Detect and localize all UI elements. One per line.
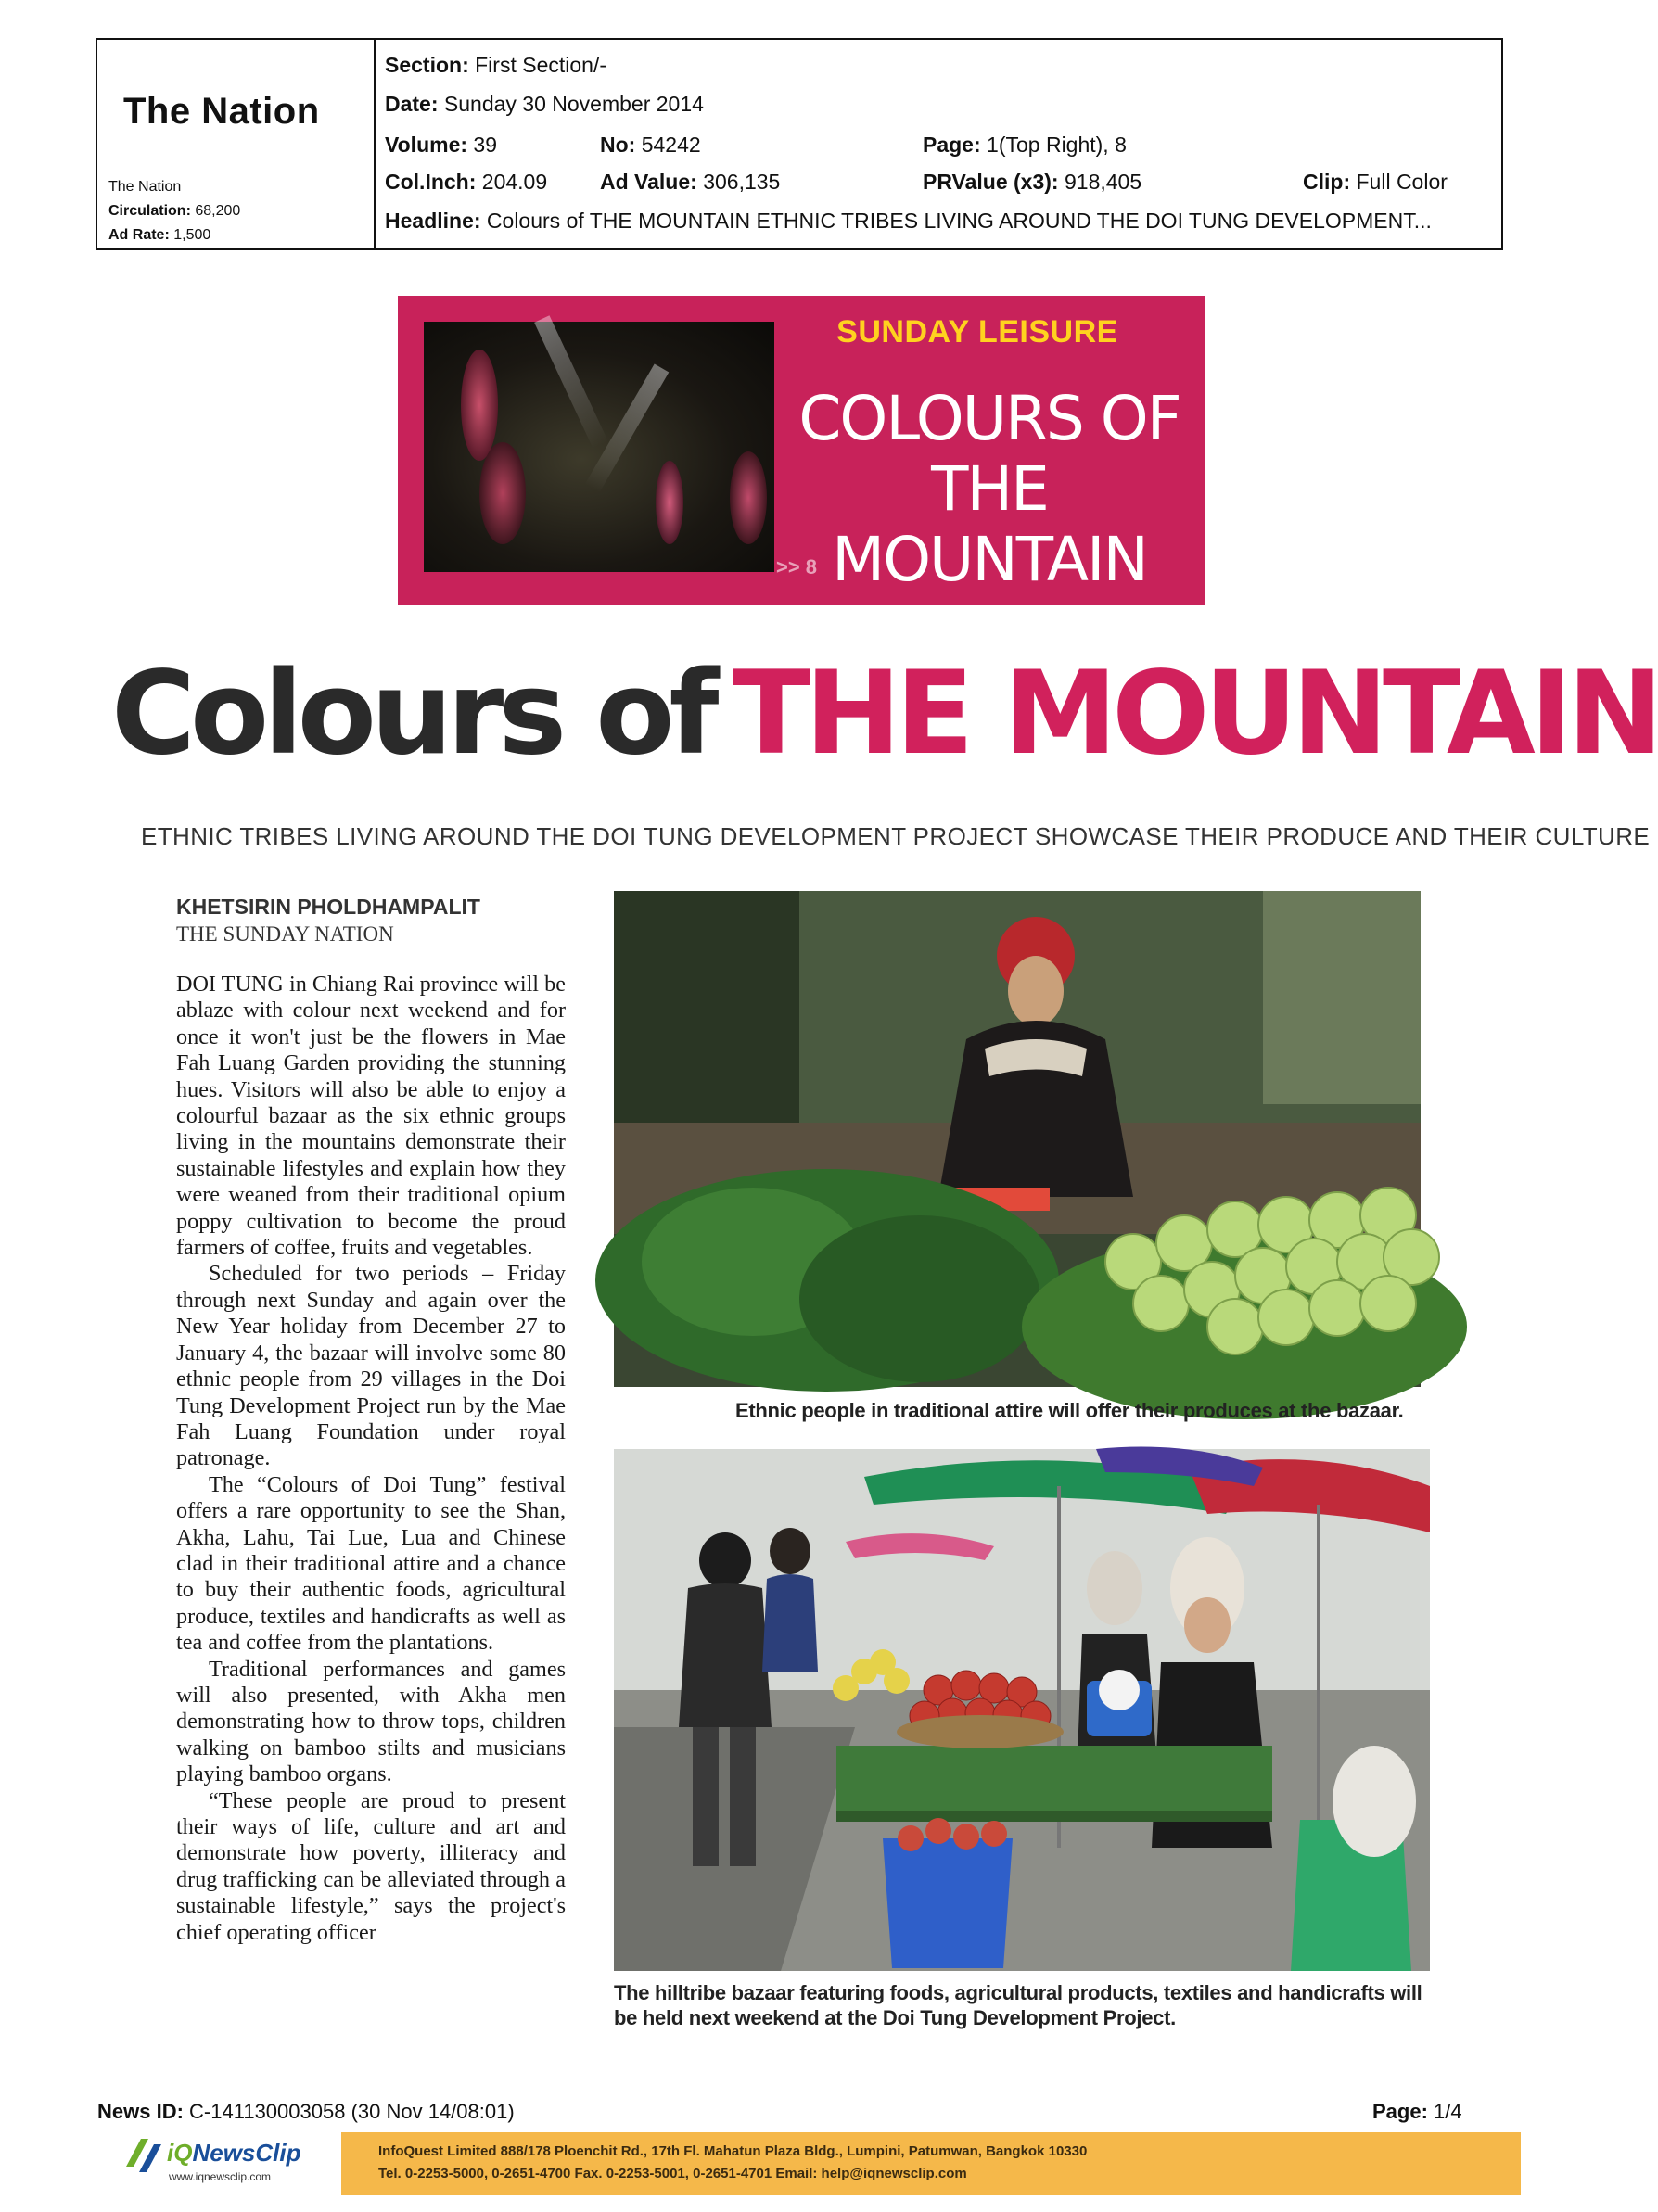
column-inch-label: Col.Inch:	[385, 170, 477, 194]
ad-value-label: Ad Value:	[600, 170, 697, 194]
volume-value: 39	[473, 133, 498, 157]
paragraph: Traditional performances and games will also presented, with Akha men demonstrating how to throw tops, children walking on bamboo stilts and musicians playing bamboo organs.	[176, 1656, 566, 1787]
teaser-title-line2: THE MOUNTAIN	[832, 453, 1147, 595]
ad-rate-label: Ad Rate:	[108, 227, 170, 243]
date-value: Sunday 30 November 2014	[443, 92, 704, 116]
ad-rate	[108, 227, 210, 244]
ad-value-value: 306,135	[703, 170, 781, 194]
clip-type-label: Clip:	[1303, 170, 1351, 194]
date-label: Date:	[385, 92, 439, 116]
paragraph: Scheduled for two periods – Friday through next Sunday and again over the New Year holiday from December 27 to January 4, the bazaar will involve some 80 ethnic people from 29 villages in the Doi Tung Development Project run by the Mae Fah Luang Foundation under royal patronage.	[176, 1261, 566, 1471]
headline-row	[385, 209, 1432, 234]
page-ref-value: 1(Top Right), 8	[987, 133, 1127, 157]
paragraph: DOI TUNG in Chiang Rai province will be ablaze with colour next weekend and for once it won't just be the flowers in Mae Fah Luang Garden providing the stunning hues. Visitors will also be able to enjoy a colourful bazaar as the six ethnic groups living in the mountains demonstrate their sustainable lifestyles and explain how they were weaned from their traditional opium poppy cultivation to become the proud farmers of coffee, fruits and vegetables.	[176, 972, 566, 1261]
headline-label: Headline:	[385, 209, 481, 233]
author-byline: KHETSIRIN PHOLDHAMPALIT	[176, 895, 480, 919]
section-kicker: SUNDAY LEISURE	[836, 314, 1118, 350]
circulation-label: Circulation:	[108, 203, 191, 219]
date-row	[385, 92, 704, 117]
bazaar-photo	[614, 1449, 1430, 1971]
teaser-title-line1: COLOURS OF	[798, 383, 1180, 454]
photo-caption-1: Ethnic people in traditional attire will offer their produces at the bazaar.	[735, 1399, 1404, 1422]
ad-value	[600, 170, 780, 195]
clip-type-value: Full Color	[1356, 170, 1448, 194]
publication-name-small: The Nation	[108, 179, 182, 195]
publication-panel	[97, 40, 376, 248]
vendor-photo	[614, 891, 1421, 1387]
clip-type	[1303, 170, 1448, 195]
bazaar-photo-art	[614, 1449, 1430, 1971]
teaser-title	[776, 384, 1203, 595]
vendor-photo-art	[614, 891, 1421, 1387]
pr-value-value: 918,405	[1064, 170, 1142, 194]
issue-number	[600, 133, 701, 158]
pr-value-label: PRValue (x3):	[923, 170, 1059, 194]
garden-night-photo	[424, 322, 774, 572]
page-number	[1372, 2100, 1462, 2124]
ad-rate-value: 1,500	[173, 227, 211, 243]
logo-text-b: NewsClip	[192, 2139, 301, 2167]
article-subhead: ETHNIC TRIBES LIVING AROUND THE DOI TUNG DEVELOPMENT PROJECT SHOWCASE THEIR PRODUCE AND THEIR CULTURE	[141, 822, 1651, 850]
column-inch	[385, 170, 547, 195]
footer-address: InfoQuest Limited 888/178 Ploenchit Rd., 17th Fl. Mahatun Plaza Bldg., Lumpini, Patumwan, Bangkok 10330	[378, 2143, 1088, 2159]
footer-contact: Tel. 0-2253-5000, 0-2651-4700 Fax. 0-2253-5001, 0-2651-4701 Email: help@iqnewsclip.com	[378, 2166, 967, 2181]
outlet-byline: THE SUNDAY NATION	[176, 922, 394, 946]
article-body	[176, 972, 566, 1946]
page-number-label: Page:	[1372, 2100, 1428, 2123]
news-id-value: C-141130003058 (30 Nov 14/08:01)	[189, 2100, 515, 2123]
iqnewsclip-logo	[122, 2135, 317, 2191]
headline-part2: THE MOUNTAIN	[732, 647, 1658, 781]
article-headline	[111, 647, 1658, 781]
column-inch-value: 204.09	[481, 170, 548, 194]
volume-label: Volume:	[385, 133, 468, 157]
news-id-label: News ID:	[97, 2100, 184, 2123]
clip-metadata-panel	[376, 40, 1501, 248]
headline-part1: Colours of	[111, 647, 714, 781]
clipping-info-box	[96, 38, 1503, 250]
paragraph: The “Colours of Doi Tung” festival offers a rare opportunity to see the Shan, Akha, Lahu, Tai Lue, Lua and Chinese clad in their traditional attire and a chance to buy their authentic foods, agricultural produce, textiles and handicrafts as well as tea and coffee from the plantations.	[176, 1471, 566, 1656]
section-label: Section:	[385, 53, 469, 77]
newsclip-logo-icon	[122, 2135, 165, 2176]
teaser-banner	[398, 296, 1205, 605]
pr-value	[923, 170, 1141, 195]
page-ref-label: Page:	[923, 133, 981, 157]
paragraph: “These people are proud to present their ways of life, culture and art and demonstrate how poverty, illiteracy and drug trafficking can be alleviated through a sustainable lifestyle,” says the project's chief operating officer	[176, 1787, 566, 1945]
section-row	[385, 53, 606, 78]
logo-wordmark	[167, 2139, 300, 2168]
issue-number-value: 54242	[641, 133, 701, 157]
photo-caption-2: The hilltribe bazaar featuring foods, agricultural products, textiles and handicrafts will be held next weekend at the Doi Tung Development Project.	[614, 1981, 1422, 2029]
footer-contact-bar	[341, 2132, 1521, 2195]
news-id	[97, 2100, 515, 2124]
issue-number-label: No:	[600, 133, 636, 157]
section-value: First Section/-	[475, 53, 606, 77]
logo-url: www.iqnewsclip.com	[169, 2170, 272, 2183]
page-ref	[923, 133, 1127, 158]
circulation-value: 68,200	[195, 203, 241, 219]
logo-text-a: iQ	[167, 2139, 193, 2167]
page-number-value: 1/4	[1434, 2100, 1462, 2123]
circulation	[108, 203, 240, 220]
volume	[385, 133, 497, 158]
publication-title: The Nation	[123, 91, 320, 132]
headline-value: Colours of THE MOUNTAIN ETHNIC TRIBES LIVING AROUND THE DOI TUNG DEVELOPMENT...	[486, 209, 1432, 233]
teaser-page-ref: >> 8	[776, 555, 818, 578]
